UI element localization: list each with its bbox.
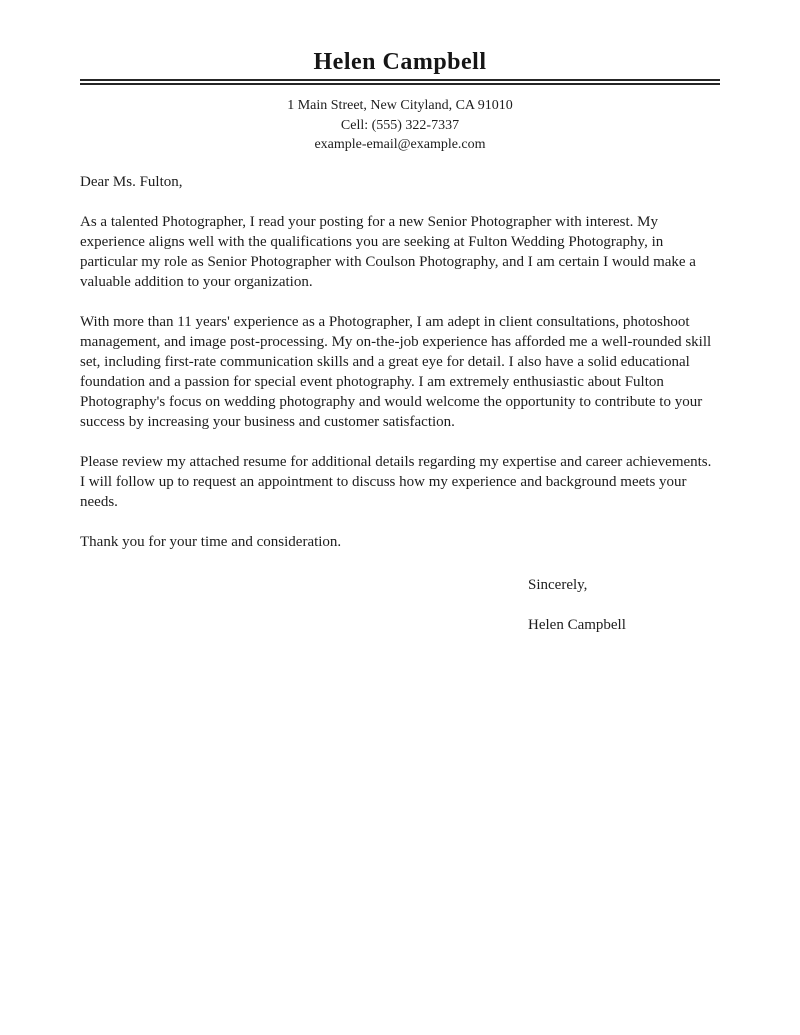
double-rule-divider xyxy=(80,79,720,85)
paragraph-thanks: Thank you for your time and consideration. xyxy=(80,533,342,550)
signature-name: Helen Campbell xyxy=(528,616,626,633)
closing-block xyxy=(528,575,720,635)
contact-address: 1 Main Street, New Cityland, CA 91010 xyxy=(287,98,513,113)
contact-block xyxy=(80,96,720,155)
paragraph-resume: Please review my attached resume for additional details regarding my expertise and career achievements. I will follow up to request an appointment to discuss how my experience and background meets your needs. xyxy=(80,453,712,510)
paragraph-experience: With more than 11 years' experience as a Photographer, I am adept in client consultations, photoshoot management, and image post-processing. My on-the-job experience has afforded me a well-rounded skill set, including first-rate communication skills and a great eye for detail. I also have a solid educational foundation and a passion for special event photography. I am extremely enthusiastic about Fulton Photography's focus on wedding photography and would welcome the opportunity to contribute to your success by increasing your business and customer satisfaction. xyxy=(80,313,712,430)
letter-body xyxy=(80,172,720,635)
contact-email: example-email@example.com xyxy=(314,137,486,152)
contact-phone: Cell: (555) 322-7337 xyxy=(340,117,460,133)
closing-salutation: Sincerely, xyxy=(528,576,588,593)
letterhead xyxy=(80,48,720,155)
salutation: Dear Ms. Fulton, xyxy=(80,173,183,190)
paragraph-intro: As a talented Photographer, I read your posting for a new Senior Photographer with interest. My experience aligns well with the qualifications you are seeking at Fulton Wedding Photography, in particular my role as Senior Photographer with Coulson Photography, and I am certain I would make a valuable addition to your organization. xyxy=(80,213,696,290)
letter-title: Helen Campbell xyxy=(313,49,487,75)
